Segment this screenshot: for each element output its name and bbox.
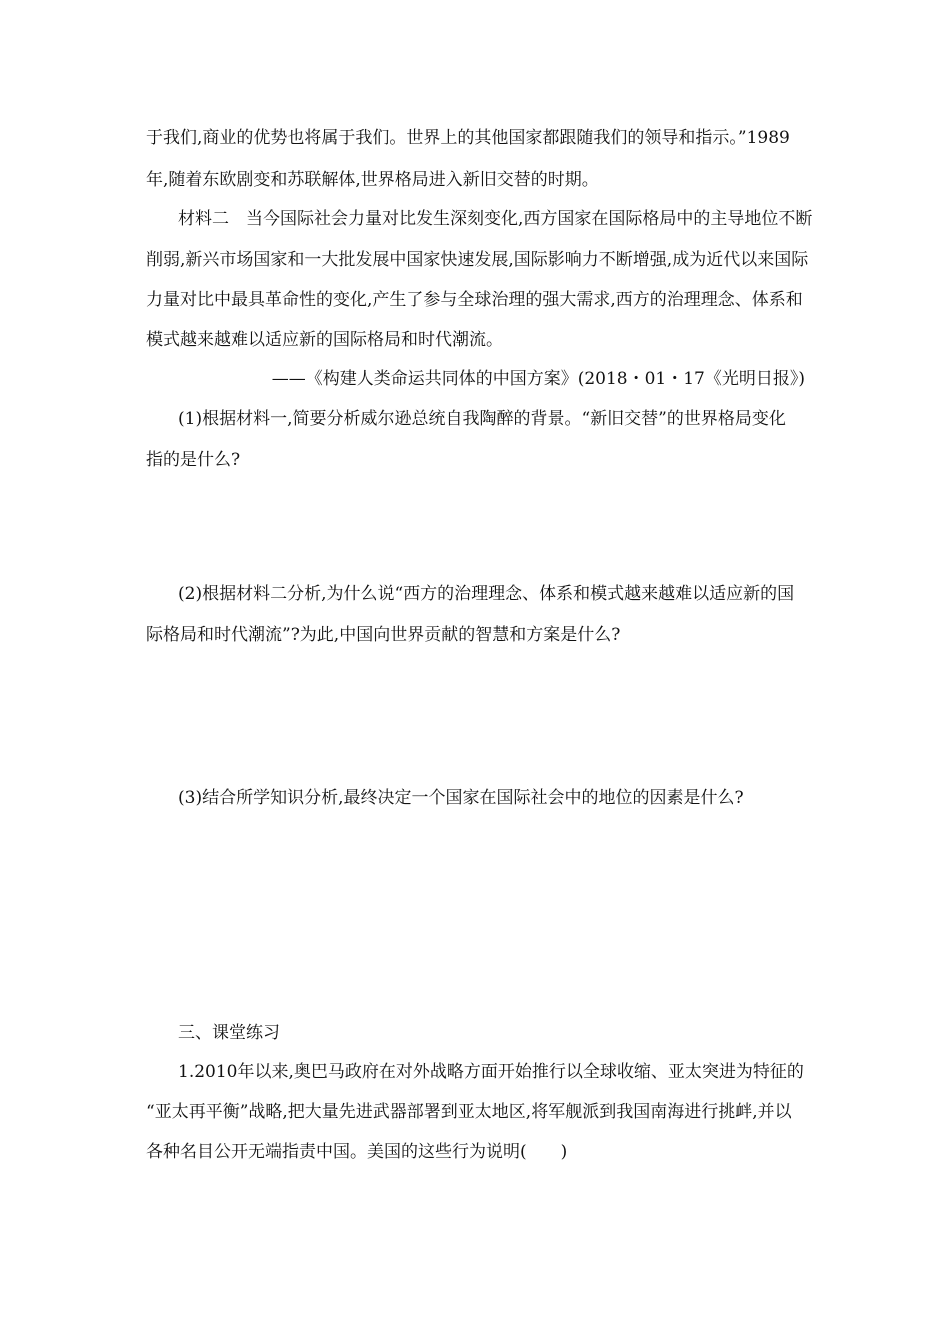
paragraph-line: 于我们,商业的优势也将属于我们。世界上的其他国家都跟随我们的领导和指示。”1989 bbox=[146, 128, 790, 148]
question-2-line: 际格局和时代潮流”?为此,中国向世界贡献的智慧和方案是什么? bbox=[146, 625, 621, 645]
material-2-line: 材料二 当今国际社会力量对比发生深刻变化,西方国家在国际格局中的主导地位不断 bbox=[178, 209, 813, 229]
question-3-line: (3)结合所学知识分析,最终决定一个国家在国际社会中的地位的因素是什么? bbox=[178, 788, 744, 808]
material-2-line: 力量对比中最具革命性的变化,产生了参与全球治理的强大需求,西方的治理理念、体系和 bbox=[146, 290, 803, 310]
material-2-line: 模式越来越难以适应新的国际格局和时代潮流。 bbox=[146, 330, 503, 350]
paragraph-line: 年,随着东欧剧变和苏联解体,世界格局进入新旧交替的时期。 bbox=[146, 170, 599, 190]
source-citation: ——《构建人类命运共同体的中国方案》(2018・01・17《光明日报》) bbox=[271, 369, 805, 389]
question-1-line: (1)根据材料一,简要分析威尔逊总统自我陶醉的背景。“新旧交替”的世界格局变化 bbox=[178, 409, 786, 429]
exercise-1-line: “亚太再平衡”战略,把大量先进武器部署到亚太地区,将军舰派到我国南海进行挑衅,并以 bbox=[146, 1102, 792, 1122]
section-title: 三、课堂练习 bbox=[178, 1023, 280, 1043]
exercise-1-line: 各种名目公开无端指责中国。美国的这些行为说明( ) bbox=[146, 1142, 568, 1162]
question-1-line: 指的是什么? bbox=[146, 450, 241, 470]
exercise-1-line: 1.2010年以来,奥巴马政府在对外战略方面开始推行以全球收缩、亚太突进为特征的 bbox=[178, 1062, 804, 1082]
question-2-line: (2)根据材料二分析,为什么说“西方的治理理念、体系和模式越来越难以适应新的国 bbox=[178, 584, 795, 604]
material-2-line: 削弱,新兴市场国家和一大批发展中国家快速发展,国际影响力不断增强,成为近代以来国际 bbox=[146, 250, 809, 270]
